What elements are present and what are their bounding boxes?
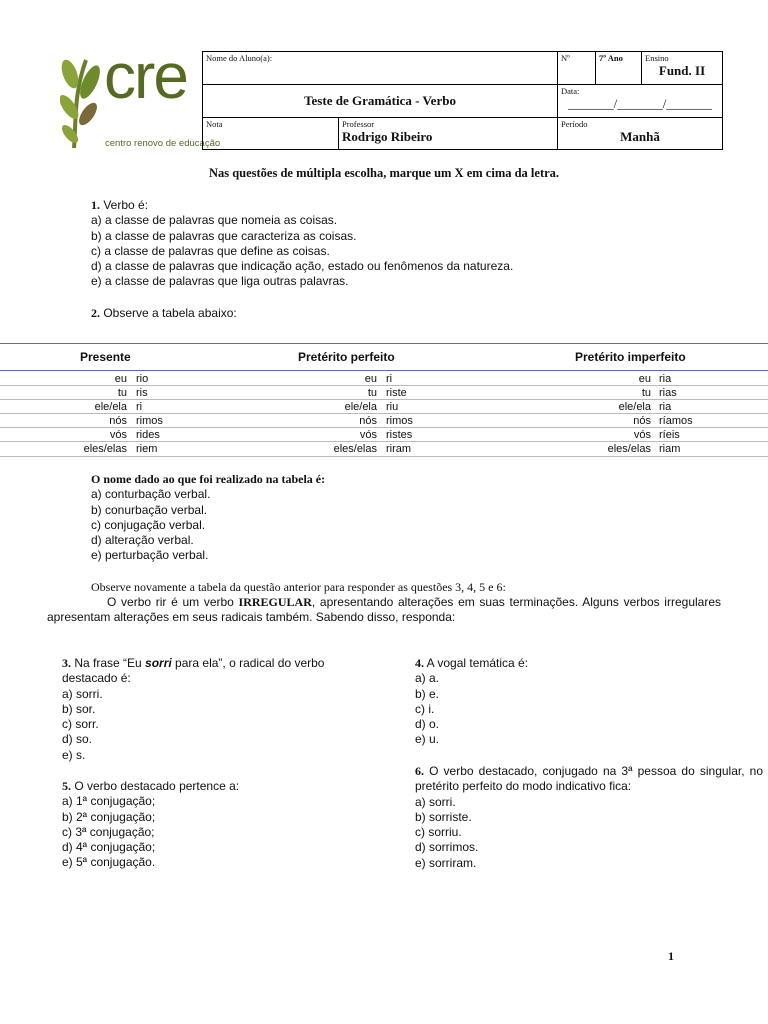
intro-heading: Observe novamente a tabela da questão anterior para responder as questões 3, 4, 5 e 6: — [91, 580, 506, 594]
question-6: 6. O verbo destacado, conjugado na 3ª pessoa do singular, no pretérito perfeito do modo indicativo fica: a) sorri. b) sorriste. c) sorriu. d) sorrimos. e) sorriram. — [415, 764, 763, 870]
period-cell: Período Manhã — [558, 118, 723, 150]
q3-option-a[interactable]: a) sorri. — [62, 686, 103, 701]
q5-option-e[interactable]: e) 5ª conjugação. — [62, 855, 156, 870]
q5-option-d[interactable]: d) 4ª conjugação; — [62, 840, 156, 855]
q6-option-a[interactable]: a) sorri. — [415, 794, 456, 809]
question-4: 4. A vogal temática é: a) a. b) e. c) i. d) o. e) u. — [415, 656, 715, 748]
q5-option-b[interactable]: b) 2ª conjugação; — [62, 809, 156, 824]
q4-option-e[interactable]: e) u. — [415, 732, 440, 747]
test-title: Teste de Gramática - Verbo — [203, 85, 558, 118]
q1-option-a[interactable]: a) a classe de palavras que nomeia as coisas. — [91, 213, 338, 228]
logo-brand: cre — [104, 40, 187, 112]
q2-option-e[interactable]: e) perturbação verbal. — [91, 548, 209, 563]
q6-option-d[interactable]: d) sorrimos. — [415, 840, 479, 855]
table-row: tu ris tu riste tu rias — [117, 387, 677, 399]
table-row: nós rimos nós rimos nós ríamos — [109, 415, 693, 427]
q1-option-b[interactable]: b) a classe de palavras que caracteriza as coisas. — [91, 228, 357, 243]
q3-option-c[interactable]: c) sorr. — [62, 717, 99, 732]
year-cell: 7º Ano — [596, 52, 642, 85]
q4-option-d[interactable]: d) o. — [415, 717, 440, 732]
question-1: 1. Verbo é: a) a classe de palavras que nomeia as coisas. b) a classe de palavras que caracteriza as coisas. c) a classe de palavras que define as coisas. d) a classe de palavras que indicação ação, estado ou fenômenos da natureza. e) a classe de palavras que liga outras palavras. — [91, 198, 731, 290]
table-top-rule — [0, 343, 768, 344]
q3-option-e[interactable]: e) s. — [62, 747, 86, 762]
header-preterito-perfeito: Pretérito perfeito — [298, 350, 395, 364]
q3-option-d[interactable]: d) so. — [62, 732, 93, 747]
date-field[interactable]: Data: _______/_______/_______ — [558, 85, 723, 118]
table-row: eu rio eu ri eu ria — [114, 373, 672, 385]
table-header-rule — [0, 370, 768, 371]
question-2-stem: 2. Observe a tabela abaixo: — [91, 306, 237, 320]
question-5: 5. O verbo destacado pertence a: a) 1ª conjugação; b) 2ª conjugação; c) 3ª conjugação; d) 4ª conjugação; e) 5ª conjugação. — [62, 779, 360, 871]
q4-option-c[interactable]: c) i. — [415, 701, 435, 716]
table-row: vós rides vós ristes vós ríeis — [109, 429, 680, 441]
question-2-body: O nome dado ao que foi realizado na tabela é: a) conturbação verbal. b) conurbação verbal. c) conjugação verbal. d) alteração verbal. e) perturbação verbal. — [91, 472, 731, 564]
q2-option-d[interactable]: d) alteração verbal. — [91, 533, 194, 548]
logo-subtitle: centro renovo de educação — [105, 138, 221, 149]
level-cell: Ensino Fund. II — [642, 52, 723, 85]
q2-option-a[interactable]: a) conturbação verbal. — [91, 487, 211, 502]
q1-option-e[interactable]: e) a classe de palavras que liga outras palavras. — [91, 274, 349, 289]
table-row: eles/elas riem eles/elas riram eles/elas riam — [83, 443, 681, 455]
q2-option-b[interactable]: b) conurbação verbal. — [91, 502, 208, 517]
q5-option-a[interactable]: a) 1ª conjugação; — [62, 794, 156, 809]
header-preterito-imperfeito: Pretérito imperfeito — [575, 350, 686, 364]
header-presente: Presente — [80, 350, 131, 364]
intro-paragraph: O verbo rir é um verbo IRREGULAR, apresentando alterações em suas terminações. Alguns verbos irregulares apresentam alterações em seus radicais também. Sabendo disso, responda: — [47, 595, 721, 625]
q1-option-c[interactable]: c) a classe de palavras que define as coisas. — [91, 243, 330, 258]
page-number: 1 — [668, 949, 674, 963]
question-3: 3. Na frase “Eu sorri para ela”, o radical do verbo destacado é: a) sorri. b) sor. c) sorr. d) so. e) s. — [62, 656, 360, 763]
q4-option-a[interactable]: a) a. — [415, 671, 440, 686]
q5-option-c[interactable]: c) 3ª conjugação; — [62, 824, 155, 839]
instruction-heading: Nas questões de múltipla escolha, marque um X em cima da letra. — [208, 166, 560, 180]
q6-option-c[interactable]: c) sorriu. — [415, 825, 462, 840]
q1-option-d[interactable]: d) a classe de palavras que indicação ação, estado ou fenômenos da natureza. — [91, 259, 514, 274]
student-name-field[interactable]: Nome do Aluno(a): — [203, 52, 558, 85]
q4-option-b[interactable]: b) e. — [415, 686, 440, 701]
q6-option-e[interactable]: e) sorriram. — [415, 855, 477, 870]
number-field[interactable]: Nº — [558, 52, 596, 85]
q3-option-b[interactable]: b) sor. — [62, 701, 96, 716]
q6-option-b[interactable]: b) sorriste. — [415, 809, 472, 824]
header-table — [202, 51, 723, 150]
teacher-cell: Professor Rodrigo Ribeiro — [339, 118, 558, 150]
grade-field[interactable]: Nota — [203, 118, 339, 150]
table-row: ele/ela ri ele/ela riu ele/ela ria — [94, 401, 672, 413]
q2-option-c[interactable]: c) conjugação verbal. — [91, 517, 206, 532]
